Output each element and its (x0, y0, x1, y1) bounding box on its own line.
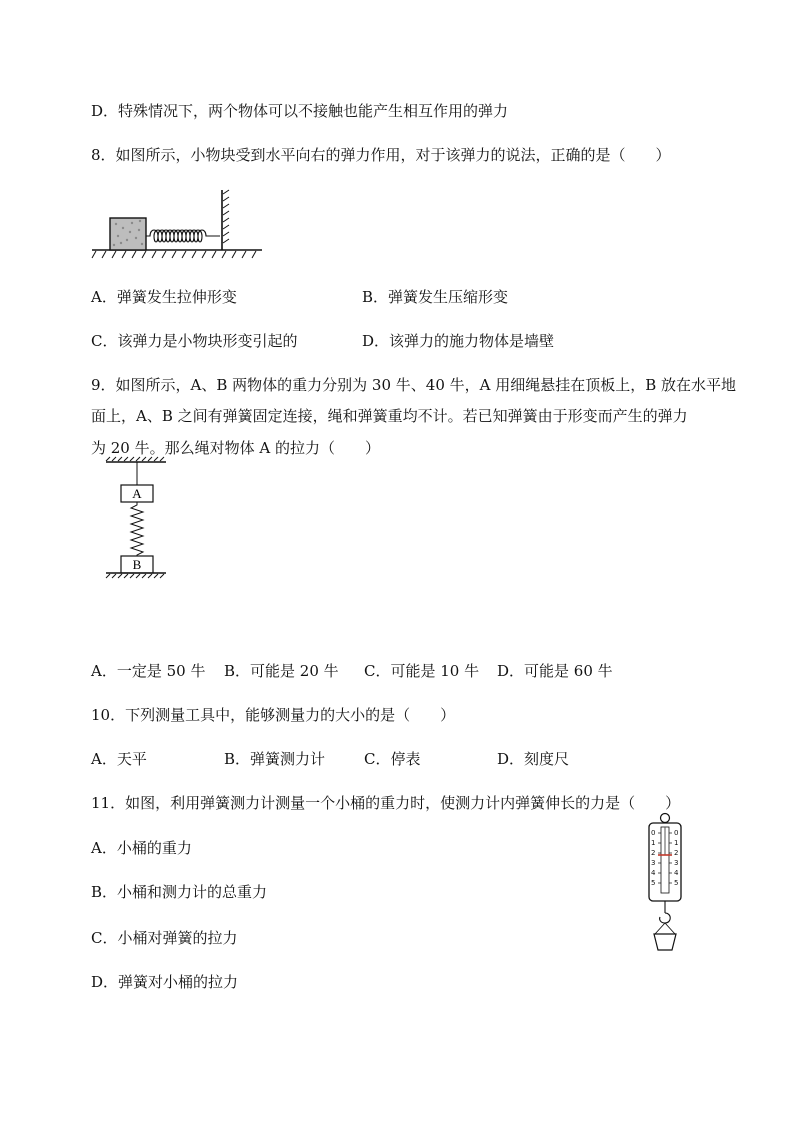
q9-stem-line-3: 为 20 牛。那么绳对物体 A 的拉力（ ） (91, 439, 380, 457)
q11-stem: 11．如图，利用弹簧测力计测量一个小桶的重力时，使测力计内弹簧伸长的力是（ ） (91, 794, 681, 812)
q8-stem: 8．如图所示，小物块受到水平向右的弹力作用，对于该弹力的说法，正确的是（ ） (91, 146, 671, 164)
q10-option-a: A．天平 (91, 750, 147, 768)
block-b-label: B (132, 557, 142, 572)
scale-left-5: 5 (651, 879, 656, 887)
q11-option-a: A．小桶的重力 (91, 839, 192, 857)
q9-stem-line-1: 9．如图所示，A、B 两物体的重力分别为 30 牛、40 牛，A 用细绳悬挂在顶板上，B 放在水平地 (91, 376, 737, 394)
q8-option-d: D．该弹力的施力物体是墙壁 (362, 332, 555, 350)
q7-option-d: D．特殊情况下，两个物体可以不接触也能产生相互作用的弹力 (91, 102, 509, 120)
scale-right-4: 4 (674, 869, 679, 877)
q9-stem-line-2: 面上，A、B 之间有弹簧固定连接，绳和弹簧重均不计。若已知弹簧由于形变而产生的弹力 (91, 407, 688, 425)
scale-right-2: 2 (674, 849, 679, 857)
scale-right-0: 0 (674, 829, 679, 837)
scale-left-3: 3 (651, 859, 656, 867)
q9-figure (104, 457, 174, 579)
scale-top-ring (661, 814, 670, 823)
small-bucket (654, 934, 676, 950)
scale-hook (660, 913, 671, 923)
q10-option-b: B．弹簧测力计 (224, 750, 326, 768)
q8-option-b: B．弹簧发生压缩形变 (362, 288, 509, 306)
vertical-spring (131, 502, 143, 556)
scale-right-5: 5 (674, 879, 679, 887)
block-a-label: A (132, 486, 142, 501)
q11-option-b: B．小桶和测力计的总重力 (91, 883, 268, 901)
scale-left-0: 0 (651, 829, 656, 837)
scale-left-2: 2 (651, 849, 656, 857)
small-block (110, 218, 146, 250)
q8-option-a: A．弹簧发生拉伸形变 (91, 288, 237, 306)
q8-figure (92, 188, 267, 263)
q10-option-c: C．停表 (364, 750, 421, 768)
scale-left-4: 4 (651, 869, 656, 877)
q10-option-d: D．刻度尺 (497, 750, 570, 768)
scale-left-1: 1 (651, 839, 656, 847)
q8-option-c: C．该弹力是小物块形变引起的 (91, 332, 298, 350)
q9-option-a: A．一定是 50 牛 (91, 662, 206, 680)
q11-option-c: C．小桶对弹簧的拉力 (91, 929, 238, 947)
scale-right-1: 1 (674, 839, 679, 847)
spring (146, 230, 220, 242)
q10-stem: 10．下列测量工具中，能够测量力的大小的是（ ） (91, 706, 456, 724)
q11-figure (645, 813, 685, 953)
q11-option-d: D．弹簧对小桶的拉力 (91, 973, 239, 991)
q9-option-b: B．可能是 20 牛 (224, 662, 339, 680)
q9-option-d: D．可能是 60 牛 (497, 662, 613, 680)
q9-option-c: C．可能是 10 牛 (364, 662, 480, 680)
scale-right-3: 3 (674, 859, 679, 867)
